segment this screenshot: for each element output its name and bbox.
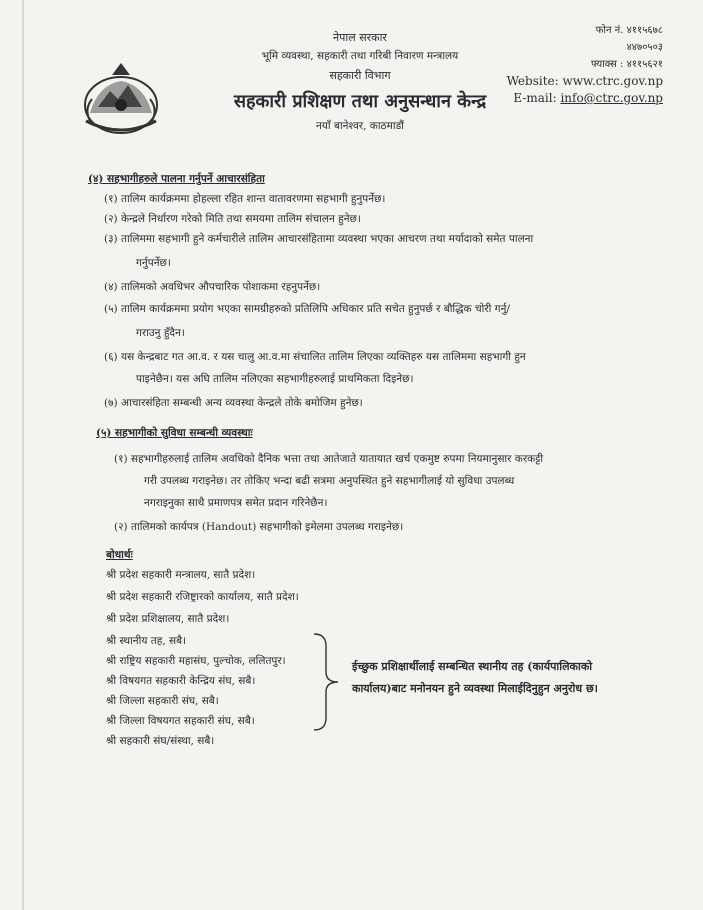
section-5-item-1-cont-2: नगराइनुका साथै प्रमाणपत्र समेत प्रदान गरिनेछैन। bbox=[144, 497, 328, 509]
ministry-name: भूमि व्यवस्था, सहकारी तथा गरिबी निवारण मन्त्रालय bbox=[261, 50, 459, 62]
section-4-title: (४) सहभागीहरुले पालना गर्नुपर्ने आचारसंहिता bbox=[88, 173, 265, 185]
gov-name: नेपाल सरकार bbox=[333, 31, 387, 44]
curly-brace-icon bbox=[312, 632, 342, 732]
nepal-emblem-icon bbox=[78, 55, 164, 141]
section-4-item-5-cont: गराउनु हुँदैन। bbox=[136, 327, 185, 339]
section-4-item-1: (१) तालिम कार्यक्रममा होहल्ला रहित शान्त वातावरणमा सहभागी हुनुपर्नेछ। bbox=[104, 193, 386, 205]
cc-title: बोधार्थः bbox=[106, 549, 133, 561]
cc-item: श्री राष्ट्रिय सहकारी महासंघ, पुल्चोक, ललितपुर। bbox=[106, 655, 286, 667]
office-address: नयाँ बानेश्वर, काठमाडौं bbox=[315, 120, 404, 132]
section-5-item-1-cont: गरी उपलब्ध गराइनेछ। तर तोकिए भन्दा बढी सत्रमा अनुपस्थित हुने सहभागीलाई यो सुविधा उपलब्ध bbox=[144, 475, 515, 487]
email-label: E-mail: bbox=[513, 91, 561, 105]
contact-block bbox=[507, 22, 663, 107]
cc-item: श्री सहकारी संघ/संस्था, सबै। bbox=[106, 735, 215, 747]
section-4-item-5: (५) तालिम कार्यक्रममा प्रयोग भएका सामग्रीहरुको प्रतिलिपि अधिकार प्रति सचेत हुनुपर्छ र बौद्धिक चोरी गर्नु/ bbox=[104, 303, 510, 315]
section-4-item-3-cont: गर्नुपर्नेछ। bbox=[136, 257, 171, 269]
email-line bbox=[507, 90, 663, 107]
cc-item: श्री जिल्ला सहकारी संघ, सबै। bbox=[106, 695, 219, 707]
fax-number: फ्याक्स : ४११५६२१ bbox=[590, 59, 663, 70]
section-5-item-1: (१) सहभागीहरुलाई तालिम अवधिको दैनिक भत्ता तथा आतेजाते यातायात खर्च एकमुष्ट रुपमा नियमानुसार करकट्टी bbox=[114, 453, 544, 465]
section-4-item-3: (३) तालिममा सहभागी हुने कर्मचारीले तालिम आचारसंहितामा व्यवस्था भएका आचरण तथा मर्यादाको समेत पालना bbox=[104, 233, 534, 245]
cc-item: श्री प्रदेश सहकारी रजिष्ट्रारको कार्यालय, सातै प्रदेश। bbox=[106, 591, 299, 603]
cc-item: श्री जिल्ला विषयगत सहकारी संघ, सबै। bbox=[106, 715, 255, 727]
section-4-item-2: (२) केन्द्रले निर्धारण गरेको मिति तथा समयमा तालिम संचालन हुनेछ। bbox=[104, 213, 361, 225]
email-link[interactable]: info@ctrc.gov.np bbox=[560, 91, 663, 105]
section-4-item-6: (६) यस केन्द्रबाट गत आ.व. र यस चालु आ.व.मा संचालित तालिम लिएका व्यक्तिहरु यस तालिममा सहभागी हुन bbox=[104, 351, 526, 363]
request-note-line-1: ईच्छुक प्रशिक्षार्थीलाई सम्बन्धित स्थानीय तह (कार्यपालिकाको bbox=[352, 660, 593, 673]
department-name: सहकारी विभाग bbox=[329, 69, 391, 82]
phone-number: फोन नं. ४११५६७८ bbox=[595, 25, 663, 36]
cc-item: श्री विषयगत सहकारी केन्द्रिय संघ, सबै। bbox=[106, 675, 256, 687]
section-4-item-7: (७) आचारसंहिता सम्बन्धी अन्य व्यवस्था केन्द्रले तोके बमोजिम हुनेछ। bbox=[104, 397, 363, 409]
request-note-line-2: कार्यालय)बाट मनोनयन हुने व्यवस्था मिलाईदिनुहुन अनुरोध छ। bbox=[352, 682, 598, 695]
website[interactable]: Website: www.ctrc.gov.np bbox=[506, 74, 663, 88]
letterhead bbox=[200, 30, 520, 133]
section-5-title: (५) सहभागीको सुविधा सम्बन्धी व्यवस्थाः bbox=[96, 427, 253, 439]
phone-number-2: ४४७०५०३ bbox=[626, 42, 663, 53]
section-4-item-4: (४) तालिमको अवधिभर औपचारिक पोशाकमा रहनुपर्नेछ। bbox=[104, 281, 321, 293]
request-note bbox=[352, 656, 682, 700]
cc-item: श्री प्रदेश प्रशिक्षालय, सातै प्रदेश। bbox=[106, 613, 230, 625]
cc-item: श्री प्रदेश सहकारी मन्त्रालय, सातै प्रदेश। bbox=[106, 569, 256, 581]
cc-item: श्री स्थानीय तह, सबै। bbox=[106, 635, 187, 647]
section-5-item-2: (२) तालिमको कार्यपत्र (Handout) सहभागीको इमेलमा उपलब्ध गराइनेछ। bbox=[114, 521, 404, 533]
section-4-item-6-cont: पाइनेछैन। यस अघि तालिम नलिएका सहभागीहरुलाई प्राथमिकता दिइनेछ। bbox=[136, 373, 414, 385]
page-edge bbox=[22, 0, 24, 910]
center-name: सहकारी प्रशिक्षण तथा अनुसन्धान केन्द्र bbox=[233, 91, 487, 112]
